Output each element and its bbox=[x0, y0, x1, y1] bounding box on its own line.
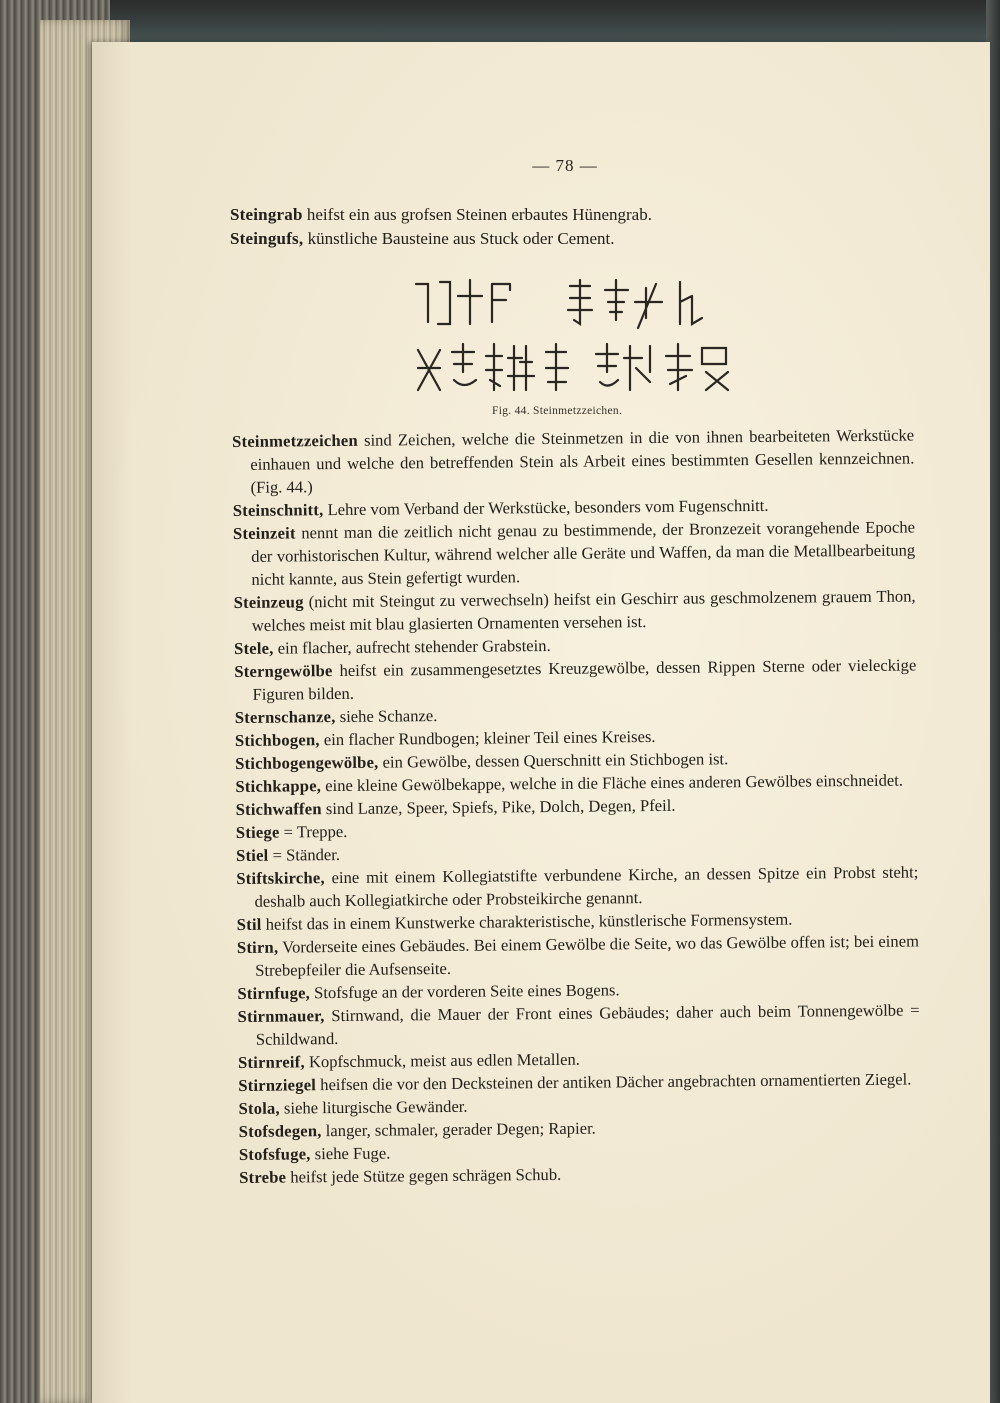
dictionary-entry bbox=[237, 929, 919, 982]
dictionary-entry bbox=[230, 227, 920, 251]
entry-term: Sternschanze, bbox=[234, 707, 336, 727]
entry-text: siehe liturgische Gewänder. bbox=[279, 1096, 468, 1118]
entry-term: Stirn, bbox=[236, 937, 279, 957]
entry-text: eine mit einem Kollegiatstifte verbundene Kirche, an dessen Spitze ein Probst steht; deshalb auch Kollegiatkirche oder Probsteikirche genannt. bbox=[254, 862, 919, 911]
entry-text: sind Lanze, Speer, Spiefs, Pike, Dolch, Degen, Pfeil. bbox=[321, 795, 676, 819]
dictionary-entries bbox=[232, 423, 921, 1189]
entry-text: langer, schmaler, gerader Degen; Rapier. bbox=[321, 1118, 596, 1141]
entry-term: Stichkappe, bbox=[235, 776, 322, 796]
entry-term: Stofsfuge, bbox=[238, 1144, 311, 1164]
entry-text: siehe Fuge. bbox=[310, 1143, 391, 1164]
entry-term: Stiel bbox=[235, 845, 269, 865]
entry-term: Steingufs, bbox=[230, 229, 304, 248]
entry-text: Kopfschmuck, meist aus edlen Metallen. bbox=[304, 1049, 580, 1072]
entry-term: Steinschnitt, bbox=[232, 500, 324, 520]
entry-term: Steinzeit bbox=[232, 523, 296, 543]
entry-term: Stichwaffen bbox=[235, 799, 322, 819]
entry-text: ein flacher, aufrecht stehender Grabstein. bbox=[273, 635, 551, 658]
entry-term: Stiege bbox=[235, 822, 280, 842]
entry-term: Stichbogen, bbox=[234, 730, 320, 750]
entry-term: Sterngewölbe bbox=[234, 661, 333, 681]
figure-caption: Fig. 44. Steinmetzzeichen. bbox=[492, 405, 623, 417]
entry-term: Stola, bbox=[238, 1098, 280, 1118]
entry-term: Stofsdegen, bbox=[238, 1121, 322, 1141]
entry-text: Stofsfuge an der vorderen Seite eines Bogens. bbox=[309, 980, 620, 1003]
entry-text: nennt man die zeitlich nicht genau zu bestimmende, der Bronzezeit vorangehende Epoche der vorhistorischen Kultur, während welcher alle Geräte und Waffen, da man die Metallbearbeitung nicht kannte, aus Stein gefertigt wurden. bbox=[251, 517, 916, 589]
dictionary-entry bbox=[233, 515, 916, 591]
entry-text: ein Gewölbe, dessen Querschnitt ein Stichbogen ist. bbox=[378, 749, 729, 772]
entry-text: eine kleine Gewölbekappe, welche in die Fläche eines anderen Gewölbes einschneidet. bbox=[320, 770, 904, 796]
entry-term: Steingrab bbox=[230, 205, 303, 224]
entry-term: Steinmetzzeichen bbox=[232, 430, 358, 451]
entry-text: = Treppe. bbox=[279, 821, 348, 842]
entry-term: Strebe bbox=[239, 1167, 287, 1187]
entry-term: Steinzeug bbox=[233, 592, 304, 612]
entry-text: Vorderseite eines Gebäudes. Bei einem Gewölbe die Seite, wo das Gewölbe offen ist; bei einem Strebepfeiler die Aufsenseite. bbox=[255, 931, 920, 980]
entry-text: heifst jede Stütze gegen schrägen Schub. bbox=[286, 1164, 562, 1187]
entry-text: siehe Schanze. bbox=[335, 706, 438, 727]
entry-term: Stirnfuge, bbox=[237, 983, 311, 1003]
dictionary-entry bbox=[234, 584, 916, 637]
entry-text: Stirnwand, die Mauer der Front eines Gebäudes; daher auch beim Tonnengewölbe = Schildwand. bbox=[255, 1000, 920, 1049]
entry-term: Stele, bbox=[234, 638, 274, 658]
entry-term: Stirnziegel bbox=[238, 1075, 317, 1095]
entry-text: künstliche Bausteine aus Stuck oder Cement. bbox=[303, 229, 615, 248]
dictionary-entry bbox=[230, 203, 920, 227]
entry-text: ein flacher Rundbogen; kleiner Teil eines Kreises. bbox=[319, 726, 656, 750]
steinmetzzeichen-marks-icon bbox=[410, 272, 740, 400]
entry-text: Lehre vom Verband der Werkstücke, besonders vom Fugenschnitt. bbox=[323, 495, 769, 520]
entry-text: (nicht mit Steingut zu verwechseln) heifst ein Geschirr aus geschmolzenem grauem Thon, welches meist mit blau glasierten Ornamenten versehen ist. bbox=[251, 586, 916, 635]
entry-text: heifst ein zusammengesetztes Kreuzgewölbe, dessen Rippen Sterne oder vieleckige Figuren bilden. bbox=[252, 655, 917, 704]
dictionary-entry bbox=[234, 653, 916, 706]
dictionary-entry bbox=[236, 860, 918, 913]
dictionary-entry bbox=[232, 423, 915, 499]
entry-term: Stirnmauer, bbox=[237, 1006, 325, 1026]
entry-text: heifst das in einem Kunstwerke charakteristische, künstlerische Formensystem. bbox=[261, 909, 793, 934]
entry-term: Stiftskirche, bbox=[236, 868, 325, 888]
entry-text: sind Zeichen, welche die Steinmetzen in die von ihnen bearbeiteten Werkstücke einhauen und welche den betreffenden Stein als Arbeit eines bestimmten Gesellen kennzeichnen. (Fig. 44.) bbox=[250, 425, 915, 497]
entry-term: Stirnreif, bbox=[237, 1052, 305, 1072]
entry-term: Stil bbox=[236, 914, 262, 934]
entry-text: = Ständer. bbox=[268, 844, 341, 865]
page-number: — 78 — bbox=[532, 156, 598, 175]
intro-entries bbox=[230, 203, 920, 251]
entry-term: Stichbogengewölbe, bbox=[235, 752, 379, 773]
entry-text: heifst ein aus grofsen Steinen erbautes Hünengrab. bbox=[302, 205, 652, 224]
entry-text: heifsen die vor den Decksteinen der antiken Dächer angebrachten ornamentierten Ziegel. bbox=[315, 1069, 912, 1095]
dictionary-entry bbox=[238, 998, 920, 1051]
